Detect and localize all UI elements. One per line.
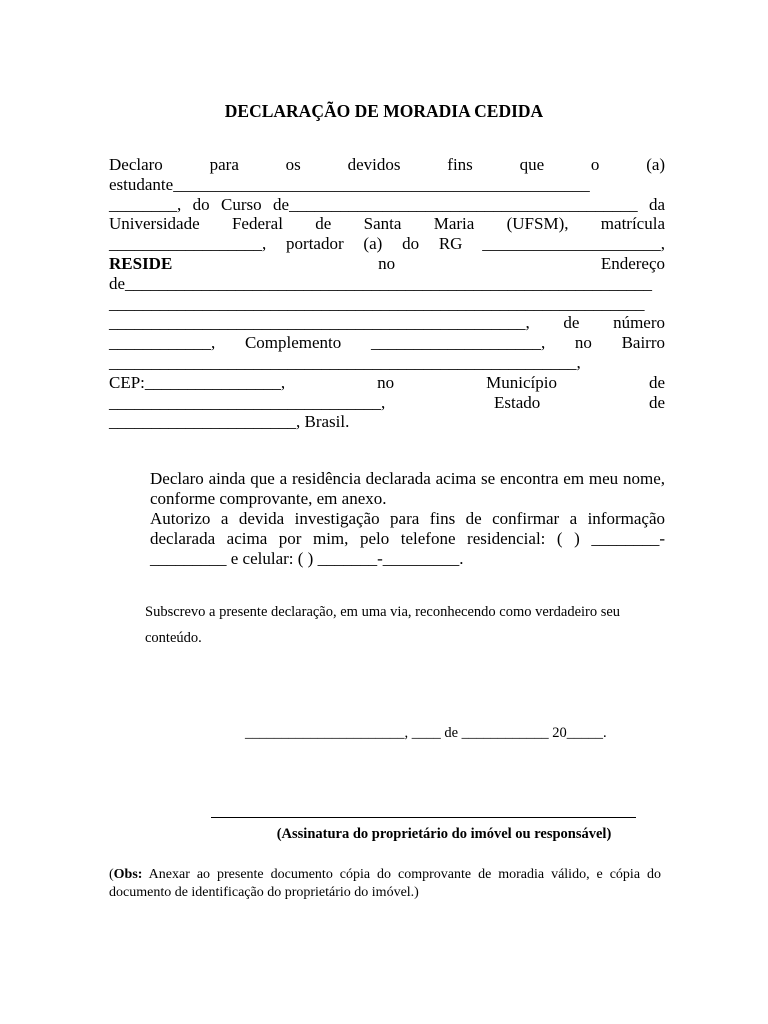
authorization-statement: Autorizo a devida investigação para fins de confirmar a informação declarada acima por mim, pelo telefone residencial: ( ) ________-_________ e celular: ( ) _______-_________. — [150, 509, 665, 568]
subscription-statement — [109, 599, 665, 651]
declaration-word: ________________________________, — [109, 392, 386, 412]
declaration-word: ____________________, — [370, 333, 546, 353]
declaration-word: no — [378, 253, 396, 273]
declaration-word: CEP:________________, — [109, 372, 286, 392]
declaration-word: Maria — [433, 214, 475, 234]
declaration-line — [109, 373, 665, 393]
declaration-line — [109, 214, 665, 234]
declaration-word: o — [590, 155, 600, 174]
declaration-word: Complemento — [244, 333, 342, 353]
declaration-word: (UFSM), — [506, 214, 569, 234]
declaration-word: Universidade — [109, 214, 200, 234]
declaration-word: fins — [447, 155, 473, 174]
declaration-word: matrícula — [600, 214, 665, 234]
declaration-word: Declaro — [109, 155, 163, 174]
declaration-line: _______________________________________________________, — [109, 352, 581, 372]
residence-statement: Declaro ainda que a residência declarada acima se encontra em meu nome, conforme comprovante, em anexo. — [150, 469, 665, 508]
declaration-word: de — [648, 392, 666, 412]
declaration-word: do Curso de_________________________________________ — [192, 194, 638, 214]
declaration-word: portador — [286, 234, 344, 254]
declaration-word: da — [648, 194, 666, 214]
declaration-word: ________, — [109, 194, 182, 214]
declaration-line: _______________________________________________________________ — [109, 293, 645, 313]
obs-text: Anexar ao presente documento cópia do comprovante de moradia válido, e cópia do documento de identificação do proprietário do imóvel.) — [109, 867, 661, 900]
declaration-word: (a) — [646, 155, 666, 174]
signature-label: (Assinatura do proprietário do imóvel ou responsável) — [276, 826, 612, 842]
declaration-word: Bairro — [621, 333, 666, 353]
declaration-line — [109, 195, 665, 215]
declaration-word: Município — [486, 372, 557, 392]
declaration-line — [109, 333, 665, 353]
declaration-word: Santa — [363, 214, 402, 234]
declaration-word: Endereço — [600, 253, 665, 273]
declaration-word: (a) — [363, 234, 383, 254]
declaration-word: ____________, — [109, 333, 216, 353]
obs-label: Obs: — [113, 867, 143, 882]
declaration-line — [109, 313, 665, 333]
date-line: ______________________, ____ de ____________ 20_____. — [245, 725, 607, 741]
declaration-word: __________________, — [109, 234, 267, 254]
declaration-word: Federal — [231, 214, 283, 234]
declaration-block — [109, 155, 665, 432]
declaration-line: de______________________________________________________________ — [109, 273, 653, 293]
declaration-line: estudante_________________________________________________ — [109, 174, 590, 194]
declaration-word: no — [377, 372, 395, 392]
declaration-word: _________________________________________________, — [109, 313, 530, 333]
observation-note — [109, 866, 661, 902]
declaration-word: de — [315, 214, 332, 234]
declaration-line: ______________________, Brasil. — [109, 412, 350, 432]
declaration-word: os — [285, 155, 301, 174]
declaration-word: RESIDE — [109, 253, 173, 273]
obs-open: ( — [109, 867, 114, 882]
declaration-line — [109, 393, 665, 413]
declaration-line — [109, 155, 665, 175]
declaration-word: de — [648, 372, 665, 392]
declaration-word: que — [519, 155, 545, 174]
declaration-word: para — [209, 155, 239, 174]
declaration-word: Estado — [493, 392, 541, 412]
declaration-line — [109, 254, 665, 274]
declaration-word: de — [563, 313, 580, 333]
subscription-text: Subscrevo a presente declaração, em uma via, reconhecendo como verdadeiro seu conteúdo. — [145, 604, 621, 646]
declaration-word: do — [402, 234, 420, 254]
declaration-word: devidos — [347, 155, 401, 174]
authorization-paragraph — [109, 469, 665, 569]
document-title: DECLARAÇÃO DE MORADIA CEDIDA — [224, 101, 544, 121]
declaration-word: _____________________, — [482, 234, 665, 254]
declaration-word: RG — [438, 234, 463, 254]
declaration-word: no — [574, 333, 592, 353]
declaration-word: número — [613, 313, 666, 333]
declaration-line — [109, 234, 665, 254]
signature-line — [211, 817, 636, 818]
